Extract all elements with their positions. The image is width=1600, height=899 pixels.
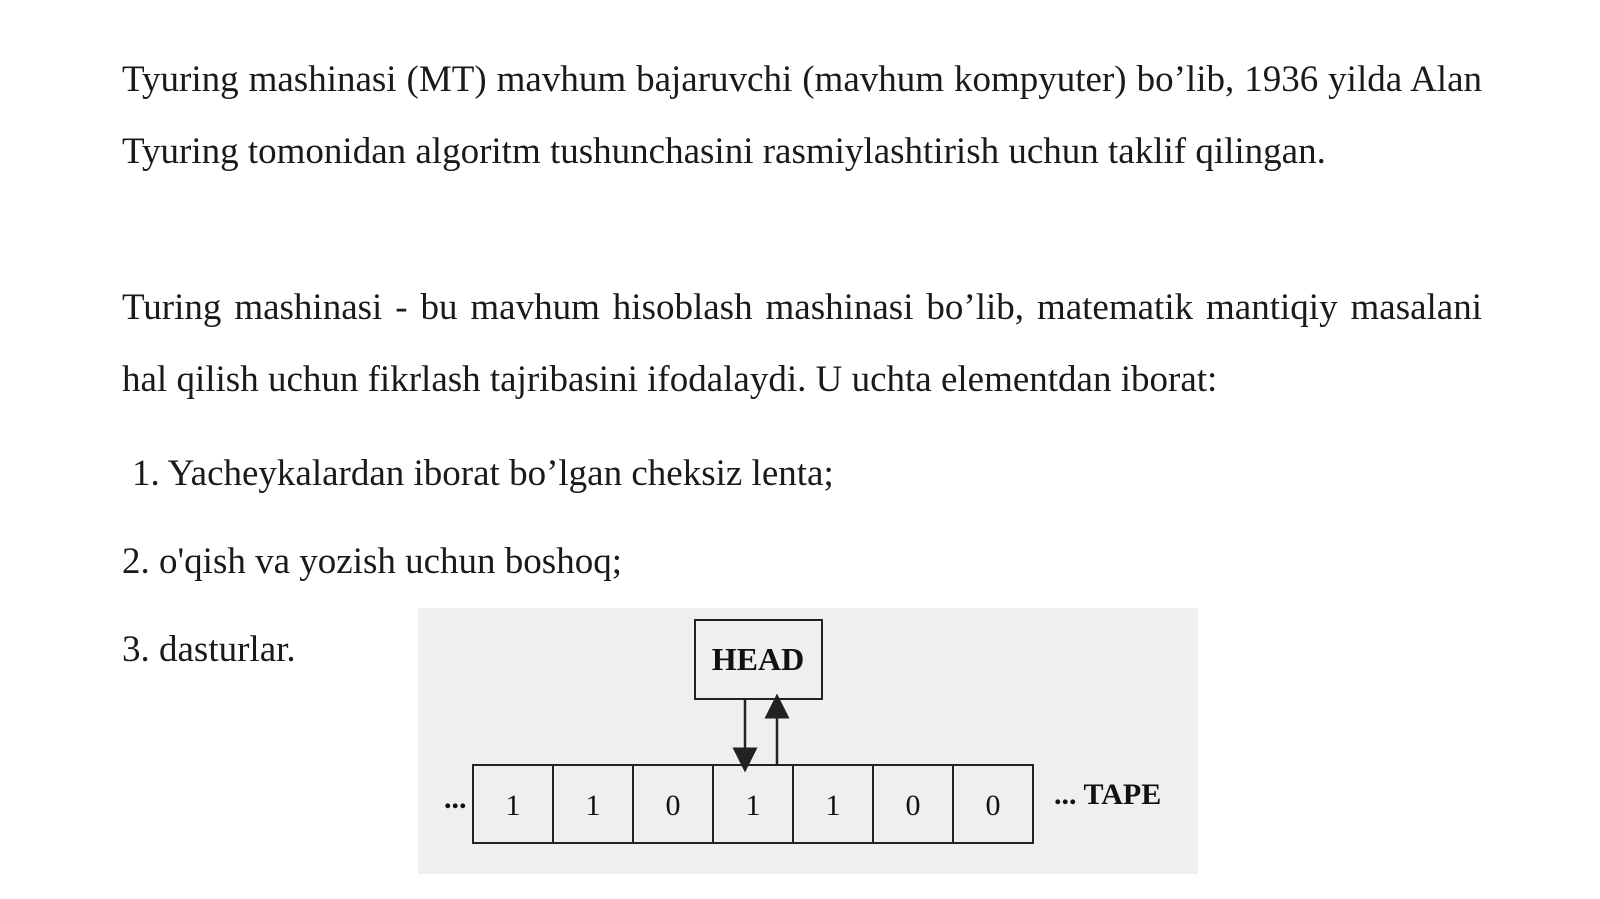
tape-cell-value: 0 xyxy=(905,789,921,822)
tape-cell-value: 1 xyxy=(505,789,521,822)
tape-cell-value: 1 xyxy=(825,789,841,822)
tape-cell-value: 0 xyxy=(665,789,681,822)
diagram-canvas xyxy=(418,608,1198,874)
intro-paragraph: Tyuring mashinasi (MT) mavhum bajaruvchi (mavhum kompyuter) bo’lib, 1936 yilda Alan Tyuring tomonidan algoritm tushunchasini rasmiylashtirish uchun taklif qilingan. xyxy=(122,59,1482,172)
tape-left-ellipsis: ... xyxy=(444,782,467,815)
list-item-tape: 1. Yacheykalardan iborat bo’lgan cheksiz lenta; xyxy=(132,453,834,494)
tape-label: ... TAPE xyxy=(1054,778,1162,811)
list-item-head: 2. o'qish va yozish uchun boshoq; xyxy=(122,541,622,582)
tape-cell-value: 0 xyxy=(985,789,1001,822)
tape xyxy=(473,765,1033,843)
definition-paragraph: Turing mashinasi - bu mavhum hisoblash mashinasi bo’lib, matematik mantiqiy masalani hal qilish uchun fikrlash tajribasini ifodalaydi. U uchta elementdan iborat: xyxy=(122,287,1482,400)
head-label: HEAD xyxy=(711,641,805,677)
tape-cell-value: 1 xyxy=(585,789,601,822)
turing-machine-diagram xyxy=(418,608,1198,874)
tape-cell-value: 1 xyxy=(745,789,761,822)
list-item-programs: 3. dasturlar. xyxy=(122,629,296,670)
